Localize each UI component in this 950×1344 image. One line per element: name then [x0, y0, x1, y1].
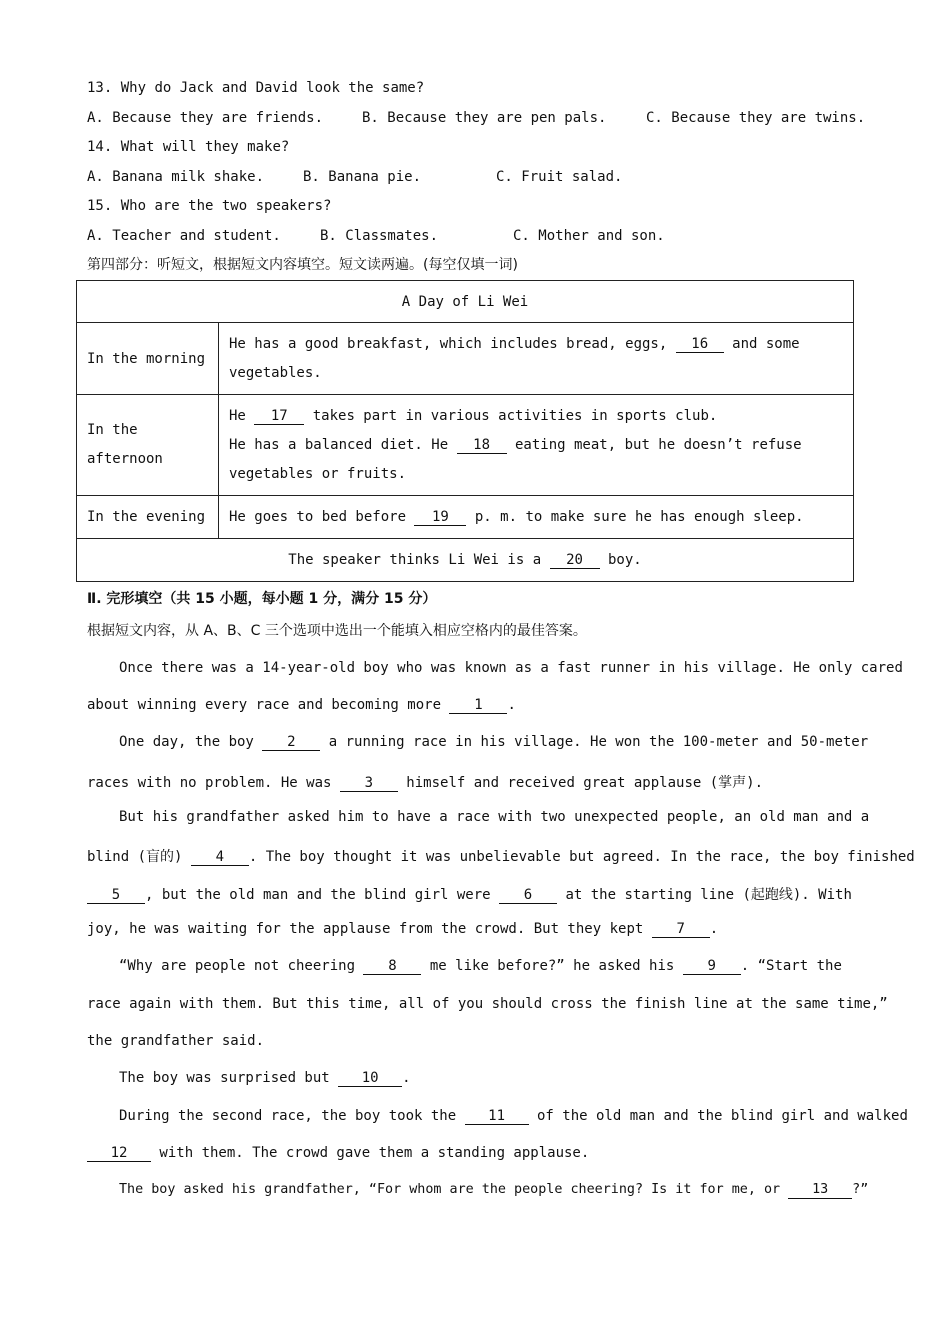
option-c: C. Because they are twins.	[646, 110, 866, 126]
text: races with no problem. He was	[87, 775, 340, 791]
blank-8[interactable]: 8	[363, 958, 421, 975]
passage-line	[119, 1182, 868, 1199]
blank-5[interactable]: 5	[87, 887, 145, 904]
cloze-instruction: 根据短文内容，从 A、B、C 三个选项中选出一个能填入相应空格内的最佳答案。	[87, 623, 587, 639]
option-a: A. Teacher and student.	[87, 228, 281, 244]
question-text: Who are the two speakers?	[120, 198, 332, 214]
blank-3[interactable]: 3	[340, 775, 398, 792]
passage-line	[119, 734, 868, 751]
passage-line	[87, 921, 718, 938]
blank-19[interactable]: 19	[414, 509, 466, 526]
text: He has a good breakfast, which includes bread, eggs,	[229, 335, 676, 352]
text: The boy was surprised but	[119, 1070, 339, 1086]
passage-line	[119, 1108, 908, 1125]
table-summary-row	[77, 539, 854, 582]
question-14	[87, 137, 289, 157]
row-content-afternoon	[219, 395, 854, 496]
text: He	[229, 407, 255, 424]
label: afternoon	[87, 451, 163, 467]
text: The boy asked his grandfather, “For whom are the people cheering? Is it for me, or	[119, 1182, 789, 1197]
passage-line: the grandfather said.	[87, 1033, 265, 1049]
text: One day, the boy	[119, 734, 263, 750]
text: ?”	[852, 1182, 869, 1197]
cloze-heading: Ⅱ. 完形填空（共 15 小题，每小题 1 分，满分 15 分）	[87, 591, 437, 607]
question-15	[87, 196, 331, 216]
option-a: A. Because they are friends.	[87, 110, 324, 126]
blank-4[interactable]: 4	[191, 849, 249, 866]
text: He goes to bed before	[229, 508, 415, 525]
row-label-morning: In the morning	[77, 323, 219, 395]
option-c: C. Fruit salad.	[496, 169, 623, 185]
text: He has a balanced diet. He	[229, 436, 457, 453]
blank-7[interactable]: 7	[652, 921, 710, 938]
option-b: B. Classmates.	[320, 228, 439, 244]
blank-20[interactable]: 20	[550, 552, 600, 569]
blank-11[interactable]: 11	[465, 1108, 529, 1125]
row-label-evening: In the evening	[77, 496, 219, 539]
blank-12[interactable]: 12	[87, 1145, 151, 1162]
text: blind (盲的)	[87, 849, 191, 865]
passage-line	[87, 772, 763, 792]
passage-line	[119, 958, 842, 975]
text: me like before?” he asked his	[421, 958, 683, 974]
text: .	[709, 921, 719, 937]
passage-line	[87, 697, 516, 714]
label: In the	[87, 422, 138, 438]
text: . The boy thought it was unbelievable but agreed. In the race, the boy finished	[248, 849, 915, 865]
text: boy.	[599, 551, 642, 568]
text: vegetables.	[229, 364, 322, 381]
table-title-row	[77, 281, 854, 323]
blank-1[interactable]: 1	[449, 697, 507, 714]
passage-line: Once there was a 14-year-old boy who was known as a fast runner in his village. He only cared	[119, 660, 903, 676]
passage-line	[87, 1145, 589, 1162]
option-b: B. Banana pie.	[303, 169, 422, 185]
text: vegetables or fruits.	[229, 465, 407, 482]
text: of the old man and the blind girl and walked	[528, 1108, 908, 1124]
blank-13[interactable]: 13	[788, 1182, 852, 1199]
passage-line: race again with them. But this time, all of you should cross the finish line at the same time,”	[87, 996, 888, 1012]
table-row-evening	[77, 496, 854, 539]
row-content-evening	[219, 496, 854, 539]
blank-6[interactable]: 6	[499, 887, 557, 904]
text: .	[402, 1070, 411, 1086]
text: eating meat, but he doesn’t refuse	[506, 436, 802, 453]
text: .	[507, 697, 516, 713]
question-text: What will they make?	[120, 139, 290, 155]
option-c: C. Mother and son.	[513, 228, 665, 244]
text: The speaker thinks Li Wei is a	[288, 551, 550, 568]
part4-instruction: 第四部分：听短文，根据短文内容填空。短文读两遍。(每空仅填一词)	[87, 257, 518, 273]
passage-line	[87, 846, 915, 866]
passage-line: But his grandfather asked him to have a race with two unexpected people, an old man and a	[119, 809, 870, 825]
text: takes part in various activities in sports club.	[304, 407, 718, 424]
question-13	[87, 78, 424, 98]
question-text: Why do Jack and David look the same?	[120, 80, 425, 96]
table-title: A Day of Li Wei	[77, 281, 854, 323]
text: , but the old man and the blind girl were	[145, 887, 500, 903]
text: joy, he was waiting for the applause from the crowd. But they kept	[87, 921, 652, 937]
text: at the starting line (起跑线). With	[557, 887, 852, 903]
text: a running race in his village. He won the 100-meter and 50-meter	[320, 734, 869, 750]
passage-line	[87, 884, 852, 904]
row-content-morning	[219, 323, 854, 395]
blank-9[interactable]: 9	[683, 958, 741, 975]
text: himself and received great applause (掌声).	[397, 775, 764, 791]
table-row-morning	[77, 323, 854, 395]
blank-10[interactable]: 10	[338, 1070, 402, 1087]
row-label-afternoon	[77, 395, 219, 496]
question-number: 14.	[87, 139, 113, 155]
text: p. m. to make sure he has enough sleep.	[466, 508, 804, 525]
text: with them. The crowd gave them a standing applause.	[151, 1145, 590, 1161]
option-a: A. Banana milk shake.	[87, 169, 265, 185]
table-row-afternoon	[77, 395, 854, 496]
option-b: B. Because they are pen pals.	[362, 110, 607, 126]
text: about winning every race and becoming more	[87, 697, 450, 713]
blank-16[interactable]: 16	[676, 336, 724, 353]
table-summary	[77, 539, 854, 582]
blank-2[interactable]: 2	[262, 734, 320, 751]
question-number: 13.	[87, 80, 113, 96]
blank-18[interactable]: 18	[457, 437, 507, 454]
text: . “Start the	[740, 958, 842, 974]
blank-17[interactable]: 17	[254, 408, 304, 425]
li-wei-table	[76, 280, 854, 582]
passage-line	[119, 1070, 411, 1087]
text: and some	[723, 335, 800, 352]
text: During the second race, the boy took the	[119, 1108, 465, 1124]
text: “Why are people not cheering	[119, 958, 364, 974]
question-number: 15.	[87, 198, 113, 214]
